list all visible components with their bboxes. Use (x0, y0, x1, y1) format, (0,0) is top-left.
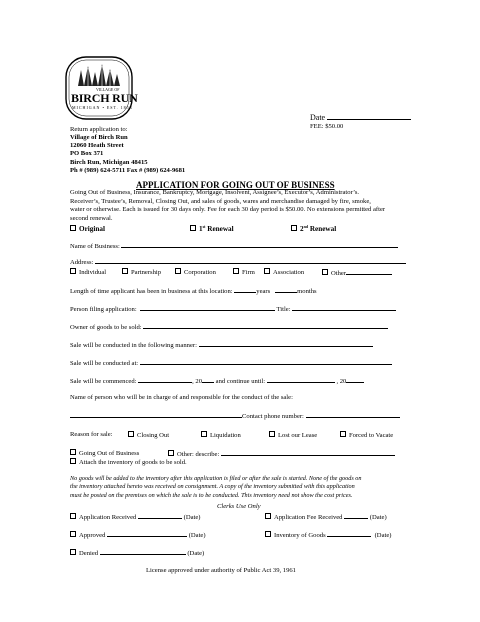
charge-row[interactable] (70, 411, 400, 420)
intro-text (70, 189, 415, 223)
forced-vacate-checkbox[interactable] (340, 431, 346, 437)
commenced-year-line[interactable] (202, 376, 214, 383)
conducted-at-row[interactable] (70, 358, 392, 367)
date-label: Date (310, 113, 326, 122)
second-renewal-sup: nd (303, 224, 309, 229)
other-describe-label: Other: describe: (177, 451, 220, 458)
first-renewal-label: Renewal (205, 225, 234, 233)
individual-checkbox[interactable] (70, 268, 76, 274)
logo-village-of: VILLAGE OF (96, 87, 120, 92)
address-line[interactable] (95, 257, 406, 264)
partnership-checkbox[interactable] (122, 268, 128, 274)
title-line[interactable] (292, 304, 396, 311)
owner-row[interactable] (70, 322, 388, 331)
logo-name: BIRCH RUN (71, 91, 138, 105)
person-filing-line[interactable] (140, 304, 275, 311)
closing-out-label: Closing Out (137, 432, 170, 439)
reason-label: Reason for sale: (70, 431, 113, 438)
intro-line-4: second renewal. (70, 214, 113, 222)
reason-forced-vacate[interactable] (340, 431, 393, 439)
intro-line-3: water or otherwise. Each is issued for 30 days only. Fee for each 30 day period is $50.00. No extensions permitted after (70, 206, 386, 214)
denied-checkbox[interactable] (70, 549, 76, 555)
commenced-label: Sale will be commenced: (70, 378, 137, 385)
entity-firm[interactable] (233, 268, 255, 276)
other-line[interactable] (346, 268, 392, 275)
going-out-checkbox[interactable] (70, 449, 76, 455)
lost-lease-checkbox[interactable] (269, 431, 275, 437)
address-label: Address: (70, 259, 94, 266)
inventory-date: (Date) (374, 532, 392, 539)
fee-label: FEE: $50.00 (310, 123, 344, 130)
forced-vacate-label: Forced to Vacate (349, 432, 394, 439)
app-received-row[interactable] (70, 512, 200, 521)
other-describe-row[interactable] (168, 449, 395, 458)
inventory-row[interactable] (265, 530, 391, 539)
person-filing-row[interactable] (70, 304, 396, 313)
fee-received-label: Application Fee Received (274, 514, 343, 521)
continue-year-prefix: , 20 (336, 378, 347, 385)
return-address (70, 134, 185, 175)
fee-received-line[interactable] (344, 512, 368, 519)
length-label: Length of time applicant has been in business at this location: (70, 288, 233, 295)
denied-line[interactable] (100, 548, 186, 555)
app-received-label: Application Received (79, 514, 137, 521)
title-label: Title: (276, 306, 291, 313)
renewal-original[interactable] (70, 225, 105, 233)
months-label: months (297, 288, 317, 295)
business-name-line[interactable] (121, 241, 398, 248)
first-renewal-checkbox[interactable] (190, 225, 196, 231)
notice-line-3: must be posted on the premises on which the sale is to be conducted. This inventory need not show the cost prices. (70, 491, 353, 499)
fee-received-row[interactable] (265, 512, 387, 521)
denied-row[interactable] (70, 548, 204, 557)
inventory-line[interactable] (327, 530, 371, 537)
years-label: years (256, 288, 271, 295)
second-renewal-label: Renewal (308, 225, 337, 233)
logo-est: EST. 1853 (106, 105, 133, 110)
denied-date: (Date) (187, 550, 205, 557)
entity-association-label: Association (273, 269, 305, 276)
renewal-first[interactable] (190, 225, 234, 233)
firm-checkbox[interactable] (233, 268, 239, 274)
continue-year-line[interactable] (346, 376, 364, 383)
closing-out-checkbox[interactable] (128, 431, 134, 437)
contact-line[interactable] (306, 411, 400, 418)
business-name-label: Name of Business: (70, 243, 120, 250)
contact-label: Contact phone number: (242, 413, 304, 420)
entity-other-label: Other (331, 270, 347, 277)
owner-label: Owner of goods to be sold: (70, 324, 142, 331)
approved-checkbox[interactable] (70, 531, 76, 537)
denied-label: Denied (79, 550, 99, 557)
liquidation-checkbox[interactable] (201, 431, 207, 437)
entity-row[interactable] (70, 268, 106, 276)
inventory-checkbox[interactable] (265, 531, 271, 537)
manner-row[interactable] (70, 340, 373, 349)
months-line[interactable] (275, 286, 297, 293)
second-renewal-checkbox[interactable] (291, 225, 297, 231)
renewal-second[interactable] (291, 225, 336, 233)
manner-line[interactable] (199, 340, 373, 347)
second-renewal-num: 2 (300, 225, 304, 233)
association-checkbox[interactable] (264, 268, 270, 274)
attach-row[interactable] (70, 458, 187, 466)
logo-michigan: MICHIGAN • EST. 1853 (72, 105, 133, 110)
logo-michigan-text: MICHIGAN (72, 105, 101, 110)
reason-closing-out[interactable] (128, 431, 169, 439)
return-label: Return application to: (70, 126, 128, 133)
address-row[interactable] (70, 257, 406, 266)
corporation-checkbox[interactable] (175, 268, 181, 274)
notice-text (70, 475, 415, 500)
approved-line[interactable] (107, 530, 187, 537)
clerks-heading: Clerks Use Only (217, 503, 261, 510)
address-line-3: PO Box 371 (70, 150, 104, 158)
entity-partnership[interactable] (122, 268, 161, 276)
entity-corporation-label: Corporation (184, 269, 216, 276)
attach-checkbox[interactable] (70, 458, 76, 464)
app-received-date: (Date) (183, 514, 201, 521)
entity-individual: Individual (79, 269, 107, 276)
fee-received-checkbox[interactable] (265, 513, 271, 519)
app-received-line[interactable] (138, 512, 182, 519)
commenced-year-prefix: , 20 (192, 378, 203, 385)
liquidation-label: Liquidation (210, 432, 241, 439)
length-row[interactable] (70, 286, 317, 295)
first-renewal-num: 1 (199, 225, 203, 233)
first-renewal-sup: st (202, 224, 206, 229)
reason-liquidation[interactable] (201, 431, 241, 439)
years-line[interactable] (234, 286, 256, 293)
original-checkbox[interactable] (70, 225, 76, 231)
charge-name-line[interactable] (70, 411, 242, 418)
lost-lease-label: Lost our Lease (278, 432, 318, 439)
owner-line[interactable] (143, 322, 388, 329)
other-checkbox[interactable] (322, 269, 328, 275)
attach-label: Attach the inventory of goods to be sold. (79, 459, 187, 466)
approved-date: (Date) (188, 532, 206, 539)
entity-corporation[interactable] (175, 268, 216, 276)
going-out-label: Going Out of Business (79, 450, 140, 457)
reason-lost-lease[interactable] (269, 431, 317, 439)
commenced-date-line[interactable] (138, 376, 192, 383)
date-field[interactable] (310, 112, 411, 122)
address-line-1: Village of Birch Run (70, 134, 128, 141)
other-describe-checkbox[interactable] (168, 450, 174, 456)
intro-line-2: Receiver’s, Trustee’s, Removal, Closing Out, and sales of goods, wares and merchandise damaged by fire, smoke, (70, 197, 371, 205)
address-line-4: Birch Run, Michigan 48415 (70, 158, 148, 166)
inventory-label: Inventory of Goods (274, 532, 326, 539)
fee-received-date: (Date) (369, 514, 387, 521)
original-label: Original (79, 225, 105, 233)
app-received-checkbox[interactable] (70, 513, 76, 519)
charge-label: Name of person who will be in charge of and responsible for the conduct of the sale: (70, 394, 293, 401)
commenced-row[interactable] (70, 376, 364, 385)
approved-label: Approved (79, 532, 106, 539)
date-line[interactable] (327, 112, 411, 120)
person-filing-label: Person filing application: (70, 306, 137, 313)
conducted-at-line[interactable] (140, 358, 392, 365)
address-line-2: 12060 Heath Street (70, 142, 124, 150)
other-describe-line[interactable] (221, 449, 395, 456)
page-title: APPLICATION FOR GOING OUT OF BUSINESS (136, 180, 335, 190)
notice-line-1: No goods will be added to the inventory after this application is filed or after the sale is started. None of the goods on (70, 475, 362, 482)
business-name-row[interactable] (70, 241, 398, 250)
conducted-at-label: Sale will be conducted at: (70, 360, 139, 367)
entity-partnership-label: Partnership (131, 269, 162, 276)
intro-line-1: Going Out of Business, Insurance, Bankruptcy, Mortgage, Insolvent, Assignee’s, Executor’s, Administrator’s. (70, 189, 360, 196)
footer-text: License approved under authority of Public Act 39, 1961 (146, 567, 296, 574)
continue-date-line[interactable] (267, 376, 335, 383)
approved-row[interactable] (70, 530, 206, 539)
entity-association[interactable] (264, 268, 304, 276)
going-out-row[interactable] (70, 449, 139, 457)
entity-firm-label: Firm (242, 269, 255, 276)
address-line-5: Ph # (989) 624-5711 Fax # (989) 624-9681 (70, 166, 186, 174)
manner-label: Sale will be conducted in the following manner: (70, 342, 197, 349)
notice-line-2: the inventory attached hereto was received on consignment. A copy of the inventory submitted with this application (70, 483, 355, 491)
entity-other[interactable] (322, 268, 392, 277)
continue-label: and continue until: (215, 378, 266, 385)
